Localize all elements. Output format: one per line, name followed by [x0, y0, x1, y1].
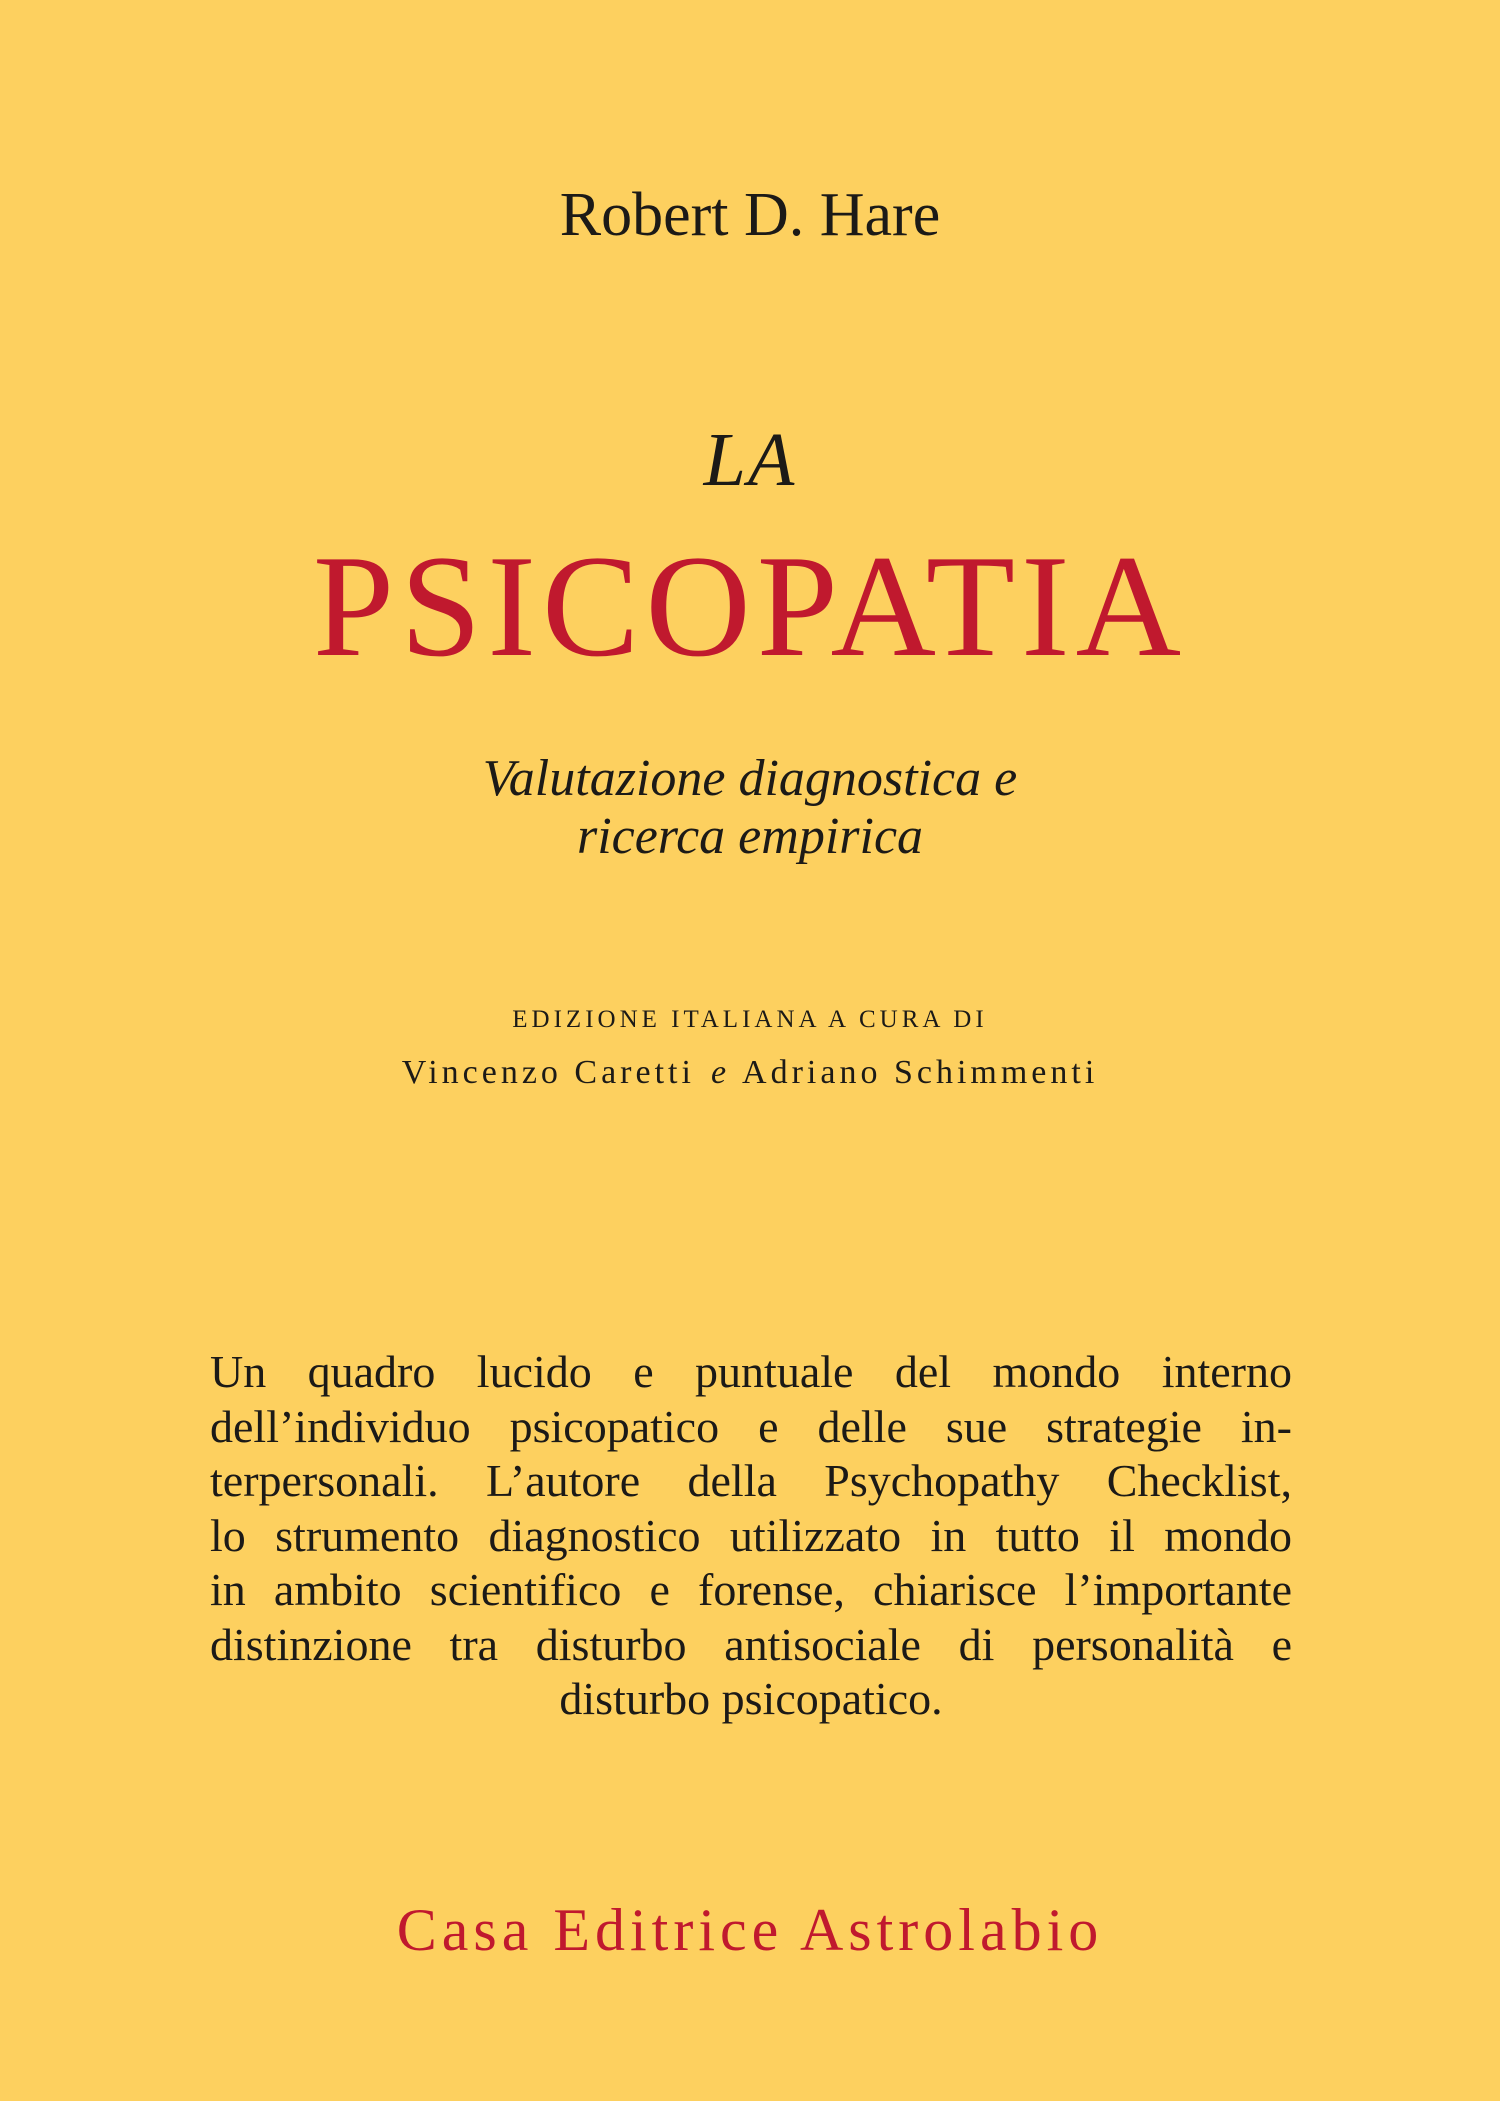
- editors: [0, 1048, 1500, 1098]
- blurb-line: dell’individuo psicopatico e delle sue strategie in-: [210, 1400, 1292, 1452]
- blurb-line: disturbo psicopatico.: [559, 1673, 943, 1724]
- editor-name-1: Vincenzo Caretti: [401, 1054, 695, 1091]
- blurb-line: terpersonali. L’autore della Psychopathy Checklist,: [210, 1455, 1292, 1506]
- blurb-line: in ambito scientifico e forense, chiarisce l’importante: [210, 1564, 1292, 1615]
- editor-conjunction: e: [710, 1054, 727, 1091]
- subtitle-line-2: ricerca empirica: [576, 808, 924, 865]
- blurb-line: Un quadro lucido e puntuale del mondo interno: [210, 1346, 1292, 1397]
- blurb-text: [210, 1345, 1292, 1727]
- blurb-line: lo strumento diagnostico utilizzato in tutto il mondo: [210, 1509, 1292, 1561]
- subtitle-line-1: Valutazione diagnostica e: [482, 750, 1018, 807]
- book-title: PSICOPATIA: [312, 525, 1188, 687]
- book-subtitle: [0, 750, 1500, 866]
- edition-label: EDIZIONE ITALIANA A CURA DI: [512, 1006, 988, 1033]
- blurb-line: distinzione tra disturbo antisociale di personalità e: [210, 1618, 1292, 1670]
- editor-name-2: Adriano Schimmenti: [742, 1054, 1099, 1091]
- publisher-name: Casa Editrice Astrolabio: [396, 1897, 1104, 1963]
- title-article: LA: [703, 418, 797, 502]
- author-name: Robert D. Hare: [559, 181, 941, 249]
